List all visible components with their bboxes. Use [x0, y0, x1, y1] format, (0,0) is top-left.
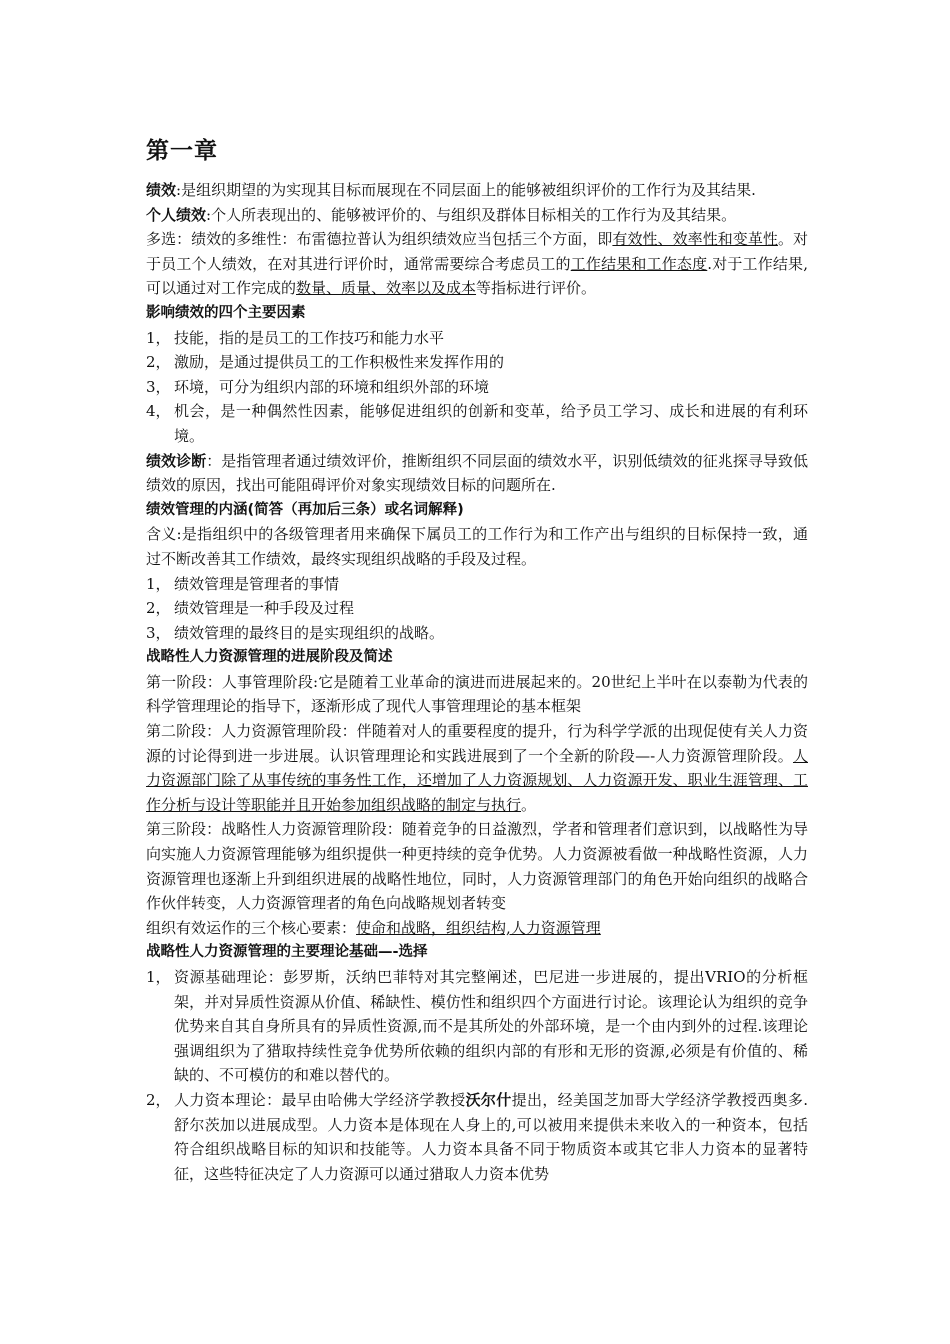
pm-heading: 绩效管理的内涵(简答（再加后三条）或名词解释) — [146, 501, 464, 518]
document-page — [146, 126, 808, 1186]
list-text: 环境，可分为组织内部的环境和组织外部的环境 — [174, 377, 490, 396]
chapter-title: 第一章 — [146, 138, 218, 164]
performance-definition-text: :是组织期望的为实现其目标而展现在不同层面上的能够被组织评价的工作行为及其结果. — [176, 181, 756, 199]
stage-2-paragraph — [146, 719, 808, 817]
performance-definition — [146, 178, 808, 203]
multi-text-1: 多选：绩效的多维性：布雷德拉普认为组织绩效应当包括三个方面，即 — [146, 230, 613, 249]
list-item — [146, 375, 808, 400]
list-number: 2， — [146, 353, 171, 372]
list-text: 激励，是通过提供员工的工作积极性来发挥作用的 — [174, 353, 505, 372]
list-number: 1， — [146, 328, 171, 347]
core-elements-label: 组织有效运作的三个核心要素： — [146, 918, 357, 937]
core-elements-underline: 使命和战略，组织结构,人力资源管理 — [356, 918, 601, 937]
factors-heading: 影响绩效的四个主要因素 — [146, 304, 306, 321]
individual-performance-definition — [146, 203, 808, 228]
list-text: 机会，是一种偶然性因素，能够促进组织的创新和变革，给予员工学习、成长和进展的有利环境。 — [174, 402, 808, 445]
list-text: 绩效管理是管理者的事情 — [174, 574, 340, 593]
theory-2-text-a: 人力资本理论：最早由哈佛大学经济学教授 — [174, 1090, 466, 1109]
theory-2-text-c: 提出，经美国芝加哥大学经济学教授西奥多.舒尔茨加以进展成型。人力资本是体现在人身上的,可以被用来提供未来收入的一种资本，包括符合组织战略目标的知识和技能等。人力资本具备不同于物质资本或其它非人力资本的显著特征，这些特征决定了人力资源可以通过猎取人力资本优势 — [174, 1090, 808, 1183]
list-text: 技能，指的是员工的工作技巧和能力水平 — [174, 328, 445, 347]
stage-2-underline: 人力资源部门除了从事传统的事务性工作，还增加了人力资源规划、人力资源开发、职业生涯管理、工作分析与设计等职能并且开始参加组织战略的制定与执行 — [146, 746, 808, 814]
list-item — [146, 399, 808, 448]
list-item — [146, 596, 808, 621]
pm-definition: 含义:是指组织中的各级管理者用来确保下属员工的工作行为和工作产出与组织的目标保持一致，通过不断改善其工作绩效，最终实现组织战略的手段及过程。 — [146, 525, 808, 568]
term-performance: 绩效 — [146, 181, 177, 199]
multi-underline-2: 工作结果和工作态度 — [570, 254, 708, 273]
term-individual-performance: 个人绩效 — [146, 205, 207, 224]
list-item — [146, 350, 808, 375]
multi-underline-3: 数量、质量、效率以及成本 — [296, 279, 477, 298]
list-number: 2， — [146, 599, 171, 618]
list-item — [146, 621, 808, 646]
list-item — [146, 572, 808, 597]
list-item — [146, 965, 808, 1088]
list-number: 1， — [146, 574, 171, 593]
list-number: 3， — [146, 377, 171, 396]
list-number: 2， — [146, 1090, 171, 1109]
list-number: 4， — [146, 402, 171, 421]
core-elements-line — [146, 916, 808, 941]
diagnosis-paragraph — [146, 449, 808, 498]
theory-heading: 战略性人力资源管理的主要理论基础—-选择 — [146, 944, 428, 961]
stage-2-end: 。 — [521, 795, 537, 814]
multi-text-2: 。对于员工个人绩效，在对其进行评价时，通常需要综合考虑员工的 — [146, 230, 808, 273]
list-number: 3， — [146, 623, 171, 642]
list-number: 1， — [146, 968, 171, 986]
multidimensional-paragraph — [146, 227, 808, 301]
list-text — [174, 1088, 808, 1186]
multi-text-3: .对于工作结果,可以通过对工作完成的 — [146, 254, 808, 298]
multi-underline-1: 有效性、效率性和变革性 — [612, 230, 778, 249]
term-diagnosis: 绩效诊断 — [146, 451, 207, 470]
multi-text-4: 等指标进行评价。 — [476, 279, 597, 298]
stages-heading: 战略性人力资源管理的进展阶段及简述 — [146, 649, 393, 666]
list-text: 绩效管理是一种手段及过程 — [174, 599, 355, 618]
individual-performance-text: :个人所表现出的、能够被评价的、与组织及群体目标相关的工作行为及其结果。 — [206, 205, 737, 224]
stage-3-paragraph: 第三阶段：战略性人力资源管理阶段：随着竞争的日益激烈，学者和管理者们意识到，以战略性为导向实施人力资源管理能够为组织提供一种更持续的竞争优势。人力资源被看做一种战略性资源，人力资源管理也逐渐上升到组织进展的战略性地位，同时，人力资源管理部门的角色开始向组织的战略合作伙伴转变，人力资源管理者的角色向战略规划者转变 — [146, 820, 808, 913]
stage-1-paragraph: 第一阶段：人事管理阶段:它是随着工业革命的演进而进展起来的。20世纪上半叶在以泰勒为代表的科学管理理论的指导下，逐渐形成了现代人事管理理论的基本框架 — [146, 672, 808, 716]
theory-2-bold-name: 沃尔什 — [465, 1090, 512, 1109]
stage-2-text: 第二阶段：人力资源管理阶段：伴随着对人的重要程度的提升，行为科学学派的出现促使有关人力资源的讨论得到进一步进展。认识管理理论和实践进展到了一个全新的阶段—-人力资源管理阶段。 — [146, 722, 808, 765]
list-item — [146, 326, 808, 351]
list-item — [146, 1088, 808, 1186]
diagnosis-text: ：是指管理者通过绩效评价，推断组织不同层面的绩效水平，识别低绩效的征兆探寻导致低绩效的原因，找出可能阻碍评价对象实现绩效目标的问题所在. — [146, 451, 808, 495]
list-text: 绩效管理的最终目的是实现组织的战略。 — [174, 623, 445, 642]
list-text: 资源基础理论：彭罗斯，沃纳巴菲特对其完整阐述，巴尼进一步进展的，提出VRIO的分析框架，并对异质性资源从价值、稀缺性、模仿性和组织四个方面进行讨论。该理论认为组织的竞争优势来自其自身所具有的异质性资源,而不是其所处的外部环境，是一个由内到外的过程.该理论强调组织为了猎取持续性竞争优势所依赖的组织内部的有形和无形的资源,必须是有价值的、稀缺的、不可模仿的和难以替代的。 — [174, 968, 808, 1085]
